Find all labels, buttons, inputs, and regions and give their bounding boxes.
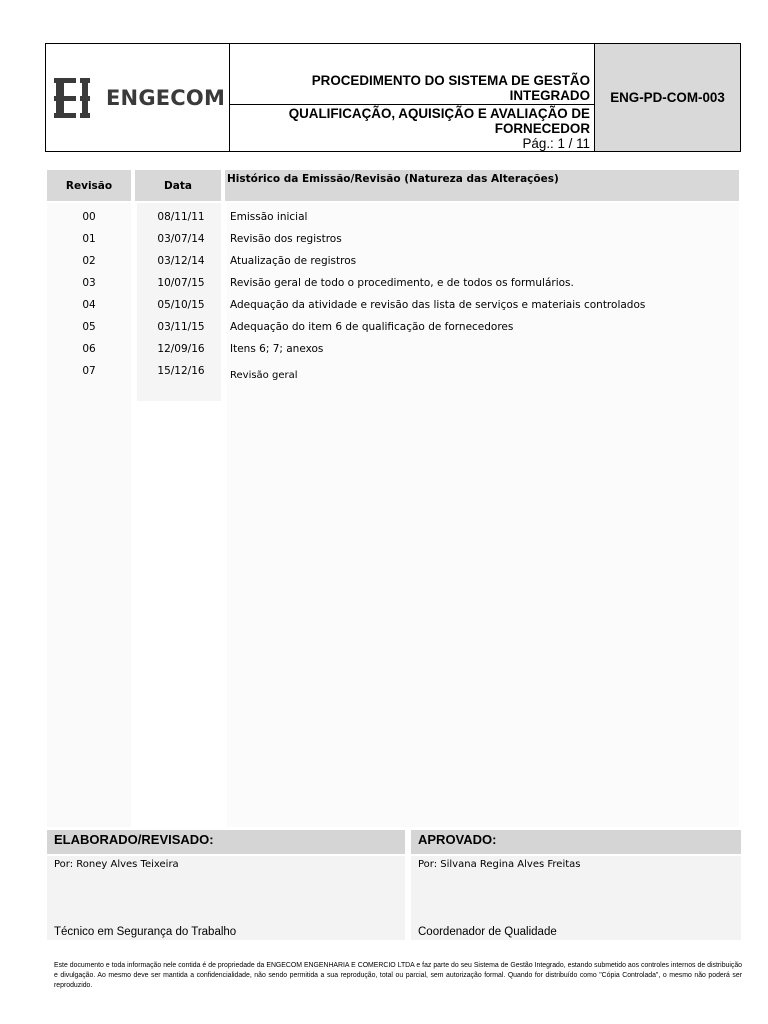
revision-description: Atualização de registros bbox=[230, 255, 357, 267]
revision-description: Adequação do item 6 de qualificação de fornecedores bbox=[230, 321, 514, 333]
revision-number: 03 bbox=[82, 277, 96, 289]
subtitle-line-1: QUALIFICAÇÃO, AQUISIÇÃO E AVALIAÇÃO DE bbox=[288, 106, 590, 121]
revision-description: Emissão inicial bbox=[230, 211, 308, 223]
title-line-2: INTEGRADO bbox=[509, 88, 590, 103]
title-cell bbox=[230, 44, 595, 151]
procedure-title bbox=[230, 44, 594, 105]
revision-number: 06 bbox=[82, 343, 96, 355]
revision-date: 10/07/15 bbox=[157, 277, 205, 289]
engecom-logo-icon bbox=[54, 76, 96, 120]
revision-description: Adequação da atividade e revisão das lista de serviços e materiais controlados bbox=[230, 299, 646, 311]
column-header-date: Data bbox=[135, 170, 221, 201]
approved-label: APROVADO: bbox=[411, 830, 741, 854]
document-header bbox=[45, 43, 741, 152]
signature-block bbox=[47, 830, 741, 940]
table-row bbox=[47, 255, 739, 275]
logo-cell bbox=[46, 44, 230, 151]
revision-number: 00 bbox=[82, 211, 96, 223]
revision-date: 05/10/15 bbox=[157, 299, 205, 311]
revision-description: Revisão dos registros bbox=[230, 233, 342, 245]
table-row bbox=[47, 343, 739, 363]
subtitle-line-2: FORNECEDOR bbox=[494, 121, 590, 136]
title-line-1: PROCEDIMENTO DO SISTEMA DE GESTÃO bbox=[311, 73, 590, 88]
revision-number: 05 bbox=[82, 321, 96, 333]
approved-body bbox=[411, 856, 741, 940]
column-header-revision: Revisão bbox=[47, 170, 131, 201]
revision-date: 12/09/16 bbox=[157, 343, 205, 355]
approved-by-role: Coordenador de Qualidade bbox=[418, 926, 557, 938]
document-code: ENG-PD-COM-003 bbox=[595, 44, 740, 151]
revision-date: 03/07/14 bbox=[157, 233, 205, 245]
revision-date: 03/12/14 bbox=[157, 255, 205, 267]
page-number: Pág.: 1 / 11 bbox=[522, 136, 590, 151]
table-row bbox=[47, 277, 739, 297]
prepared-by-section bbox=[47, 830, 405, 940]
revision-date: 03/11/15 bbox=[157, 321, 205, 333]
column-header-description: Histórico da Emissão/Revisão (Natureza das Alterações) bbox=[225, 170, 739, 201]
revision-number: 07 bbox=[82, 365, 96, 377]
approved-by-name: Por: Silvana Regina Alves Freitas bbox=[418, 859, 581, 870]
table-row bbox=[47, 233, 739, 253]
table-row bbox=[47, 365, 739, 385]
procedure-subtitle bbox=[230, 105, 594, 151]
prepared-body bbox=[47, 856, 405, 940]
revision-number: 01 bbox=[82, 233, 96, 245]
revision-history-header bbox=[47, 170, 739, 201]
revision-number: 04 bbox=[82, 299, 96, 311]
confidentiality-notice: Este documento e toda informação nele contida é de propriedade da ENGECOM ENGENHARIA E COMERCIO LTDA e faz parte do seu Sistema de Gestão Integrado, estando submetido aos controles internos de distribuição e divulgação. Ao mesmo deve ser mantida a confidencialidade, não sendo permitida a sua reprodução, total ou parcial, sem autorização formal. Quando for distribuído como "Cópia Controlada", o mesmo não poderá ser reproduzido. bbox=[54, 962, 742, 989]
prepared-by-role: Técnico em Segurança do Trabalho bbox=[54, 926, 237, 938]
approved-by-section bbox=[411, 830, 741, 940]
table-row bbox=[47, 321, 739, 341]
revision-description: Itens 6; 7; anexos bbox=[230, 343, 324, 355]
revision-date: 15/12/16 bbox=[157, 365, 205, 377]
prepared-label: ELABORADO/REVISADO: bbox=[47, 830, 405, 854]
revision-description: Revisão geral de todo o procedimento, e de todos os formulários. bbox=[230, 277, 574, 289]
revision-date: 08/11/11 bbox=[157, 211, 205, 223]
table-row bbox=[47, 299, 739, 319]
table-row bbox=[47, 211, 739, 231]
revision-history-table bbox=[47, 203, 739, 827]
logo-text: ENGECOM bbox=[106, 85, 226, 110]
prepared-by-name: Por: Roney Alves Teixeira bbox=[54, 859, 179, 870]
revision-number: 02 bbox=[82, 255, 96, 267]
revision-description: Revisão geral bbox=[230, 370, 298, 381]
